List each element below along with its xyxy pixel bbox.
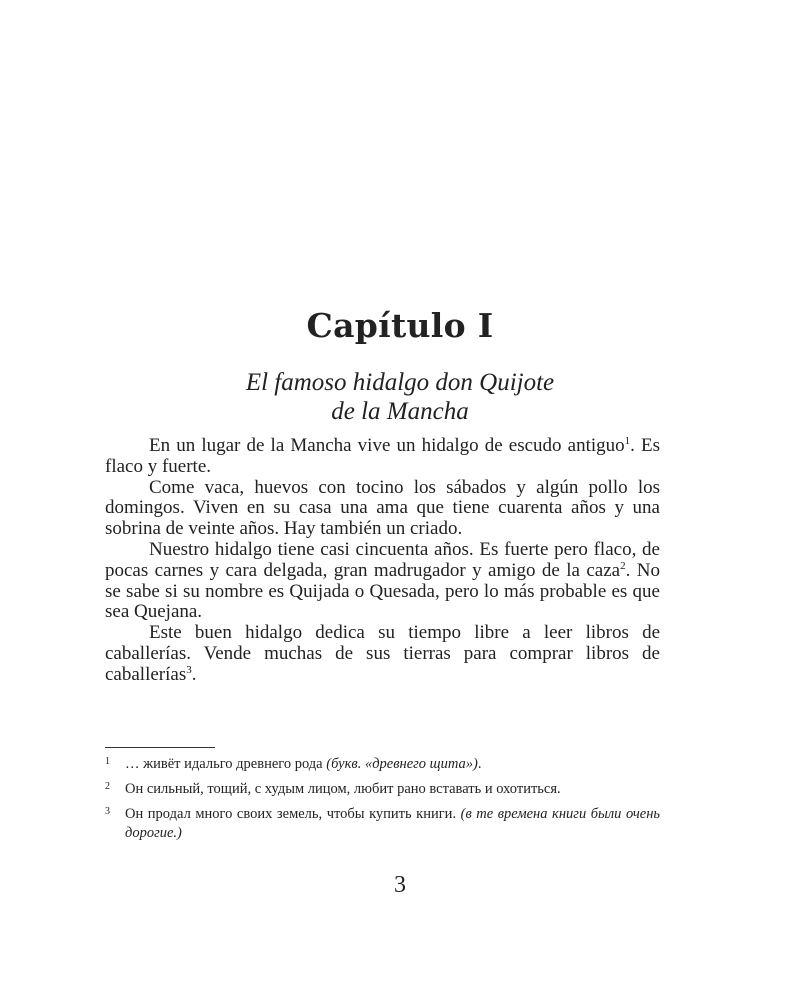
footnote-text: Он сильный, тощий, с худым лицом, любит рано вставать и охотиться. [125, 781, 561, 797]
footnote-text: Он продал много своих земель, чтобы купить книги. [125, 806, 461, 822]
paragraph-text: Nuestro hidalgo tiene casi cincuenta años. Es fuerte pero flaco, de pocas carnes y cara delgada, gran madrugador y amigo de la caza [105, 538, 660, 581]
paragraph [105, 436, 660, 478]
footnote-number: 1 [105, 756, 110, 767]
chapter-title: Capítulo I [306, 306, 494, 345]
footnote-marker: 2 [620, 559, 626, 572]
footnote-tail: . [477, 756, 482, 772]
paragraph-text: En un lugar de la Mancha vive un hidalgo de escudo antiguo [149, 435, 625, 456]
footnote-text: … живёт идальго древнего рода [125, 756, 327, 772]
subtitle-line: El famoso hidalgo don Quijote [245, 369, 555, 396]
footnote [105, 805, 660, 843]
paragraph-text: . Es flaco y fuerte. [105, 435, 661, 477]
paragraph [105, 540, 660, 623]
paragraph-text: . No se sabe si su nombre es Quijada o Quesada, pero lo más probable es que sea Quejana. [105, 559, 660, 623]
footnote-marker: 1 [624, 435, 631, 447]
subtitle-line: de la Mancha [331, 398, 469, 425]
paragraph-text: Este buen hidalgo dedica su tiempo libre a leer libros de caballerías. Vende muchas de sus tierras para comprar libros de caballerías [105, 622, 660, 685]
footnotes [105, 755, 660, 849]
footnote-italic: (в те времена книги были очень дорогие.) [125, 806, 660, 841]
footnote-number: 3 [105, 806, 110, 817]
paragraph [105, 478, 660, 540]
footnote [105, 780, 660, 799]
footnote-marker: 3 [186, 663, 192, 676]
footnote-number: 2 [105, 781, 110, 792]
footnote [105, 755, 660, 774]
footnote-divider [105, 747, 215, 748]
chapter-subtitle [0, 368, 800, 426]
paragraph [105, 623, 660, 685]
footnote-italic: (букв. «древнего щита») [326, 756, 478, 772]
paragraph-text: Come vaca, huevos con tocino los sábados y algún pollo los domingos. Viven en su casa una ama que tiene cuarenta años y una sobrina de veinte años. Hay también un criado. [105, 476, 660, 540]
paragraph-text: . [191, 663, 197, 685]
chapter-body [105, 436, 660, 686]
page-number: 3 [394, 872, 406, 898]
